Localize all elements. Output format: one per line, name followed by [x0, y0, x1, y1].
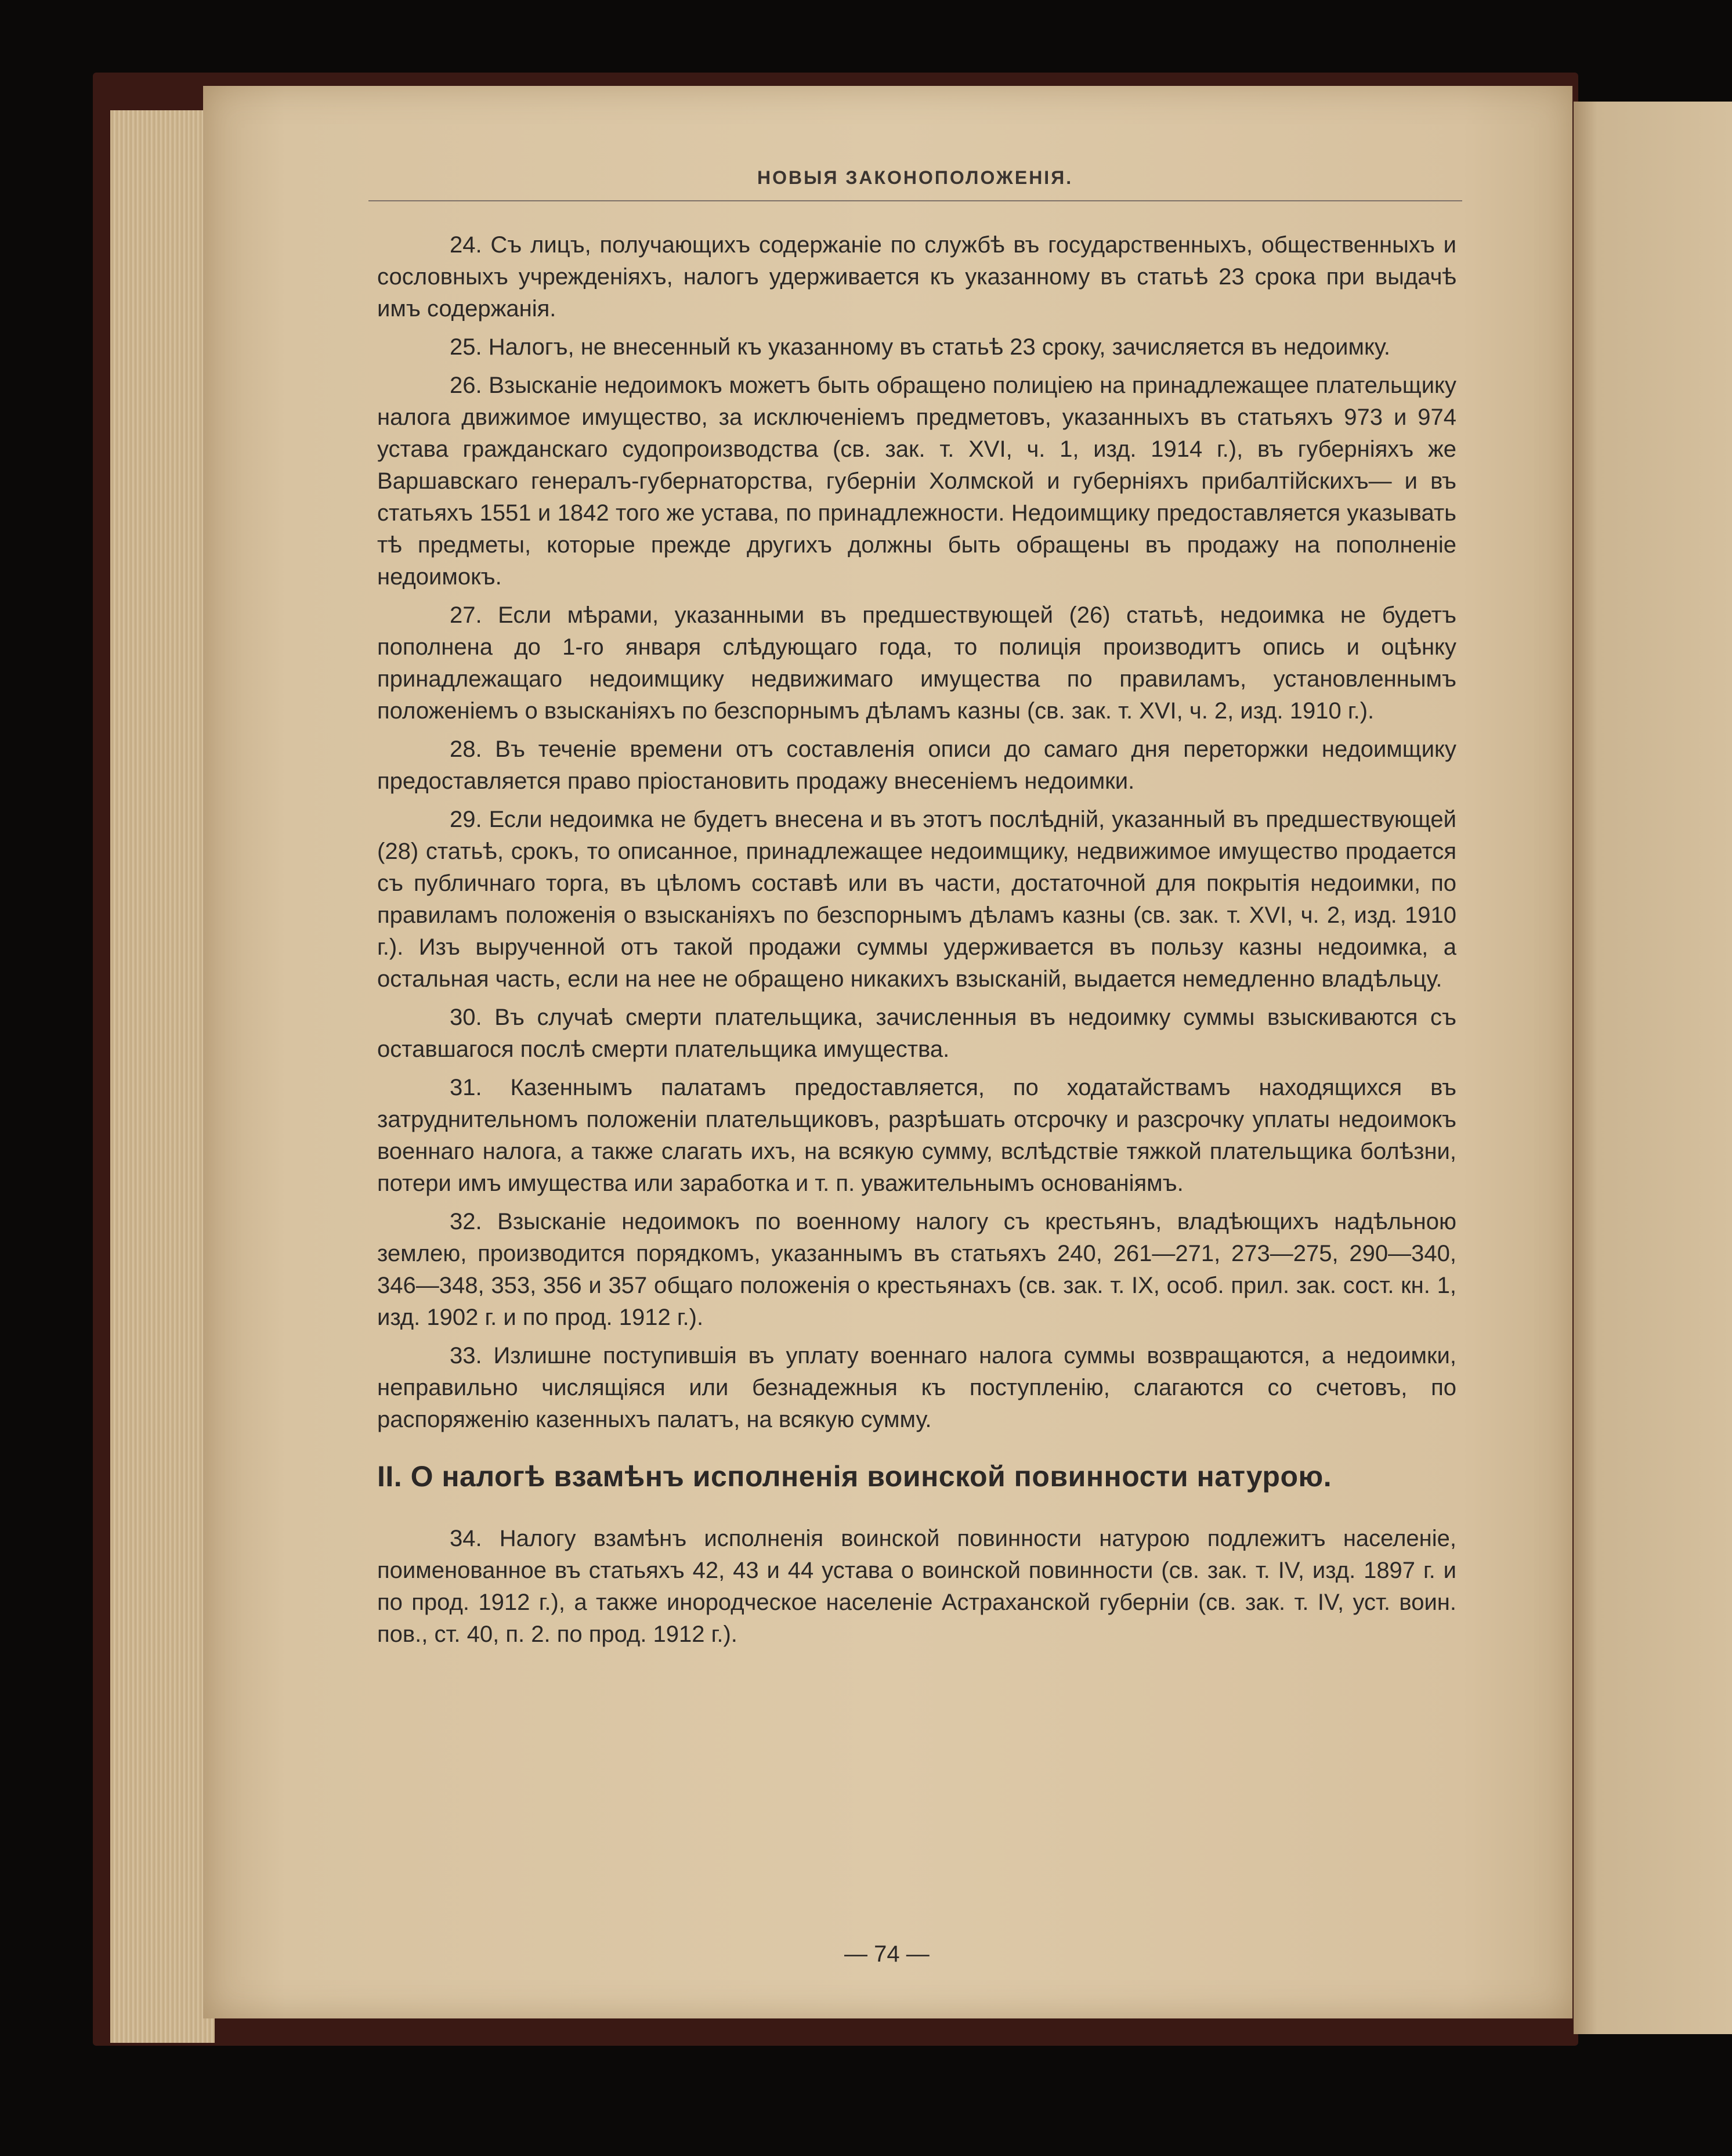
section-title: II. О налогѣ взамѣнъ исполненія воинской повинности натурою.	[377, 1460, 1332, 1493]
paragraph-29: 29. Если недоимка не будетъ внесена и въ этотъ послѣдній, указанный въ предшествующей (28) статьѣ, срокъ, то описанное, принадлежащее недоимщику, недвижимое имущество продается съ публичнаго торга, въ цѣломъ составѣ или въ части, достаточной для покрытія недоимки, по правиламъ положенія о взысканіяхъ по безспорнымъ дѣламъ казны (св. зак. т. XVI, ч. 2, изд. 1910 г.). Изъ вырученной отъ такой продажи суммы удерживается въ пользу казны недоимка, а остальная часть, если на нее не обращено никакихъ взысканій, выдается немедленно владѣльцу.	[377, 807, 1456, 992]
facing-page-edge	[1574, 102, 1732, 2034]
paragraph-32: 32. Взысканіе недоимокъ по военному налогу съ крестьянъ, владѣющихъ надѣльною землею, производится порядкомъ, указаннымъ въ статьяхъ 240, 261—271, 273—275, 290—340, 346—348, 353, 356 и 357 общаго положенія о крестьянахъ (св. зак. т. IX, особ. прил. зак. сост. кн. 1, изд. 1902 г. и по прод. 1912 г.).	[377, 1209, 1456, 1330]
header-rule	[368, 200, 1462, 201]
paragraph-33: 33. Излишне поступившія въ уплату военнаго налога суммы возвращаются, а недоимки, неправильно числящіяся или безнадежныя къ поступленію, слагаются со счетовъ, по распоряженію казенныхъ палатъ, на всякую сумму.	[377, 1343, 1456, 1432]
paragraph-25: 25. Налогъ, не внесенный къ указанному въ статьѣ 23 сроку, зачисляется въ недоимку.	[450, 334, 1390, 360]
paragraph-26: 26. Взысканіе недоимокъ можетъ быть обращено полиціею на принадлежащее плательщику налога движимое имущество, за исключеніемъ предметовъ, указанныхъ въ статьяхъ 973 и 974 устава гражданскаго судопроизводства (св. зак. т. XVI, ч. 1, изд. 1914 г.), въ губерніяхъ же Варшавскаго генералъ-губернаторства, губерніи Холмской и губерніяхъ прибалтійскихъ— и въ статьяхъ 1551 и 1842 того же устава, по принадлежности. Недоимщику предоставляется указывать тѣ предметы, которые прежде другихъ должны быть обращены въ продажу на пополненіе недоимокъ.	[377, 373, 1456, 590]
paragraph-30: 30. Въ случаѣ смерти плательщика, зачисленныя въ недоимку суммы взыскиваются съ оставшагося послѣ смерти плательщика имущества.	[377, 1005, 1456, 1062]
running-header: НОВЫЯ ЗАКОНОПОЛОЖЕНІЯ.	[757, 167, 1073, 188]
paragraph-24: 24. Съ лицъ, получающихъ содержаніе по службѣ въ государственныхъ, общественныхъ и сословныхъ учрежденіяхъ, налогъ удерживается къ указанному въ статьѣ 23 срока при выдачѣ имъ содержанія.	[377, 232, 1456, 322]
body-text	[377, 229, 1456, 1657]
paragraph-34: 34. Налогу взамѣнъ исполненія воинской повинности натурою подлежитъ населеніе, поименованное въ статьяхъ 42, 43 и 44 устава о воинской повинности (св. зак. т. IV, изд. 1897 г. и по прод. 1912 г.), а также инородческое населеніе Астраханской губерніи (св. зак. т. IV, уст. воин. пов., ст. 40, п. 2. по прод. 1912 г.).	[377, 1526, 1456, 1647]
page-number: — 74 —	[844, 1941, 930, 1967]
paragraph-31: 31. Казеннымъ палатамъ предоставляется, по ходатайствамъ находящихся въ затруднительномъ положеніи плательщиковъ, разрѣшать отсрочку и разсрочку уплаты недоимокъ военнаго налога, а также слагать ихъ, на всякую сумму, вслѣдствіе тяжкой плательщика болѣзни, потери имъ имущества или заработка и т. п. уважительнымъ основаніямъ.	[377, 1075, 1456, 1196]
paragraph-27: 27. Если мѣрами, указанными въ предшествующей (26) статьѣ, недоимка не будетъ пополнена до 1-го января слѣдующаго года, то полиція производитъ опись и оцѣнку принадлежащаго недоимщику недвижимаго имущества по правиламъ, установленнымъ положеніемъ о взысканіяхъ по безспорнымъ дѣламъ казны (св. зак. т. XVI, ч. 2, изд. 1910 г.).	[377, 602, 1456, 724]
page-edges	[110, 110, 215, 2043]
paragraph-28: 28. Въ теченіе времени отъ составленія описи до самаго дня переторжки недоимщику предоставляется право пріостановить продажу внесеніемъ недоимки.	[377, 736, 1456, 794]
